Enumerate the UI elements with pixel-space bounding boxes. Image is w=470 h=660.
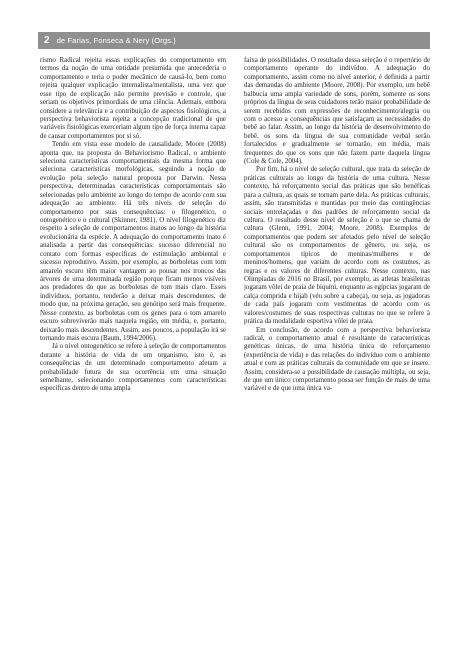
paragraph: rismo Radical rejeita essas explicações do comportamento em termos da noção de uma entidade presumida que antecederia o comportamento e teria o poder mecânico de causá-lo, bem como rejeita qualquer explicação internalista/mentalista, uma vez que esse tipo de explicação não permite previsão e controle, que seriam os objetivos primordiais de uma ciência. Ademais, embora considere a relevância e a contribuição de aspectos fisiológicos, a perspectiva behaviorista rejeita a concepção tradicional de que variáveis fisiológicas exerceriam algum tipo de força interna capaz de causar comportamentos por si só. <box>40 56 226 140</box>
paragraph: Tendo em vista esse modelo de causalidade, Moore (2008) aponta que, na proposta do Behaviorismo Radical, o ambiente seleciona características comportamentais da mesma forma que seleciona características morfológicas, seguindo a noção de evolução pela seleção natural proposta por Darwin. Nessa perspectiva, determinadas características comportamentais são selecionadas pelo ambiente ao longo do tempo de acordo com sua adequação ao ambiente. Há três níveis de seleção do comportamento por suas consequências: o filogenético, o ontogenético e o cultural (Skinner, 1981). O nível filogenético diz respeito à seleção de comportamentos inatos ao longo da história evolucionária da espécie. A adequação do comportamento inato é analisada a partir das consequências: sucesso diferencial no contato com formas específicas de estimulação ambiental e sucesso reprodutivo. Assim, por exemplo, as borboletas com tom amarelo escuro têm maior vantagem ao pousar nos troncos das árvores de uma determinada região porque ficam menos visíveis aos predadores do que as borboletas de tom mais claro. Esses indivíduos, portanto, tenderão a deixar mais descendentes, de modo que, na próxima geração, seu genótipo será mais frequente. Nesse contexto, as borboletas com os genes para o tom amarelo escuro sobreviverão mais naquela região, em média, e, portanto, deixarão mais descendentes. Assim, aos poucos, a população irá se tornando mais escura (Baum, 1994/2006). <box>40 140 226 342</box>
running-header <box>38 32 430 49</box>
left-column <box>40 56 226 646</box>
paragraph: Em conclusão, de acordo com a perspectiva behaviorista radical, o comportamento atual é resultante de características genéticas únicas, de uma história única de reforçamento (experiência de vida) e das relações do indivíduo com o ambiente atual e com as práticas culturais da comunidade em que se insere. Assim, considera-se a possibilidade de causação múltipla, ou seja, de que um único comportamento possa ser função de mais de uma variável e de que uma única va- <box>244 325 430 393</box>
paragraph: faixa de possibilidades. O resultado dessa seleção é o repertório de comportamento operante do indivíduo. A adequação do comportamento, assim como no nível anterior, é definida a partir das demandas do ambiente (Moore, 2008). Por exemplo, um bebê balbucia uma ampla variedade de sons, porém, somente os sons próprios da língua de seus cuidadores terão maior probabilidade de serem recebidos com expressões de reconhecimento/alegria ou com o acesso a consequências que satisfaçam as necessidades do bebê ao falar. Assim, ao longo da história de desenvolvimento do bebê, os sons da língua de sua comunidade verbal serão fortalecidos e gradualmente se tornarão, em média, mais frequentes do que os sons que não fazem parte daquela língua (Cole & Cole, 2004). <box>244 56 430 166</box>
page-number: 2 <box>44 35 50 46</box>
paragraph: Já o nível ontogenético se refere à seleção de comportamentos durante a história de vida de um organismo, isto é, as consequências de um determinado comportamento afetam a probabilidade futura de sua ocorrência em uma situação semelhante, selecionando comportamentos com características específicas dentro de uma ampla <box>40 342 226 393</box>
body-text <box>40 56 430 646</box>
running-head-authors: de Farias, Fonseca & Nery (Orgs.) <box>56 36 176 45</box>
right-column <box>244 56 430 646</box>
paragraph: Por fim, há o nível de seleção cultural, que trata da seleção de práticas culturais ao longo da história de uma cultura. Nesse contexto, há reforçamento social das práticas que são benéficas para a cultura, as quais se tornam parte dela. As práticas culturais, assim, são transmitidas e mantidas por meio das contingências sociais entrelaçadas e dos padrões de reforçamento social da cultura. O resultado desse nível de seleção é o que se chama de cultura (Glenn, 1991, 2004; Moore, 2008). Exemplos de comportamentos que podem ser afetados pelo nível de seleção cultural são os comportamentos de gênero, ou seja, os comportamentos típicos de meninas/mulheres e de meninos/homens, que variam de acordo com os costumes, as regras e os valores de diferentes culturas. Nesse contexto, nas Olimpíadas de 2016 no Brasil, por exemplo, as atletas brasileiras jogaram vôlei de praia de biquíni, enquanto as egípcias jogaram de calça comprida e hijab (véu sobre a cabeça), ou seja, as jogadoras de cada país jogaram com vestimentas de acordo com os valores/costumes de suas respectivas culturas no que se refere à prática da modalidade esportiva vôlei de praia. <box>244 165 430 326</box>
